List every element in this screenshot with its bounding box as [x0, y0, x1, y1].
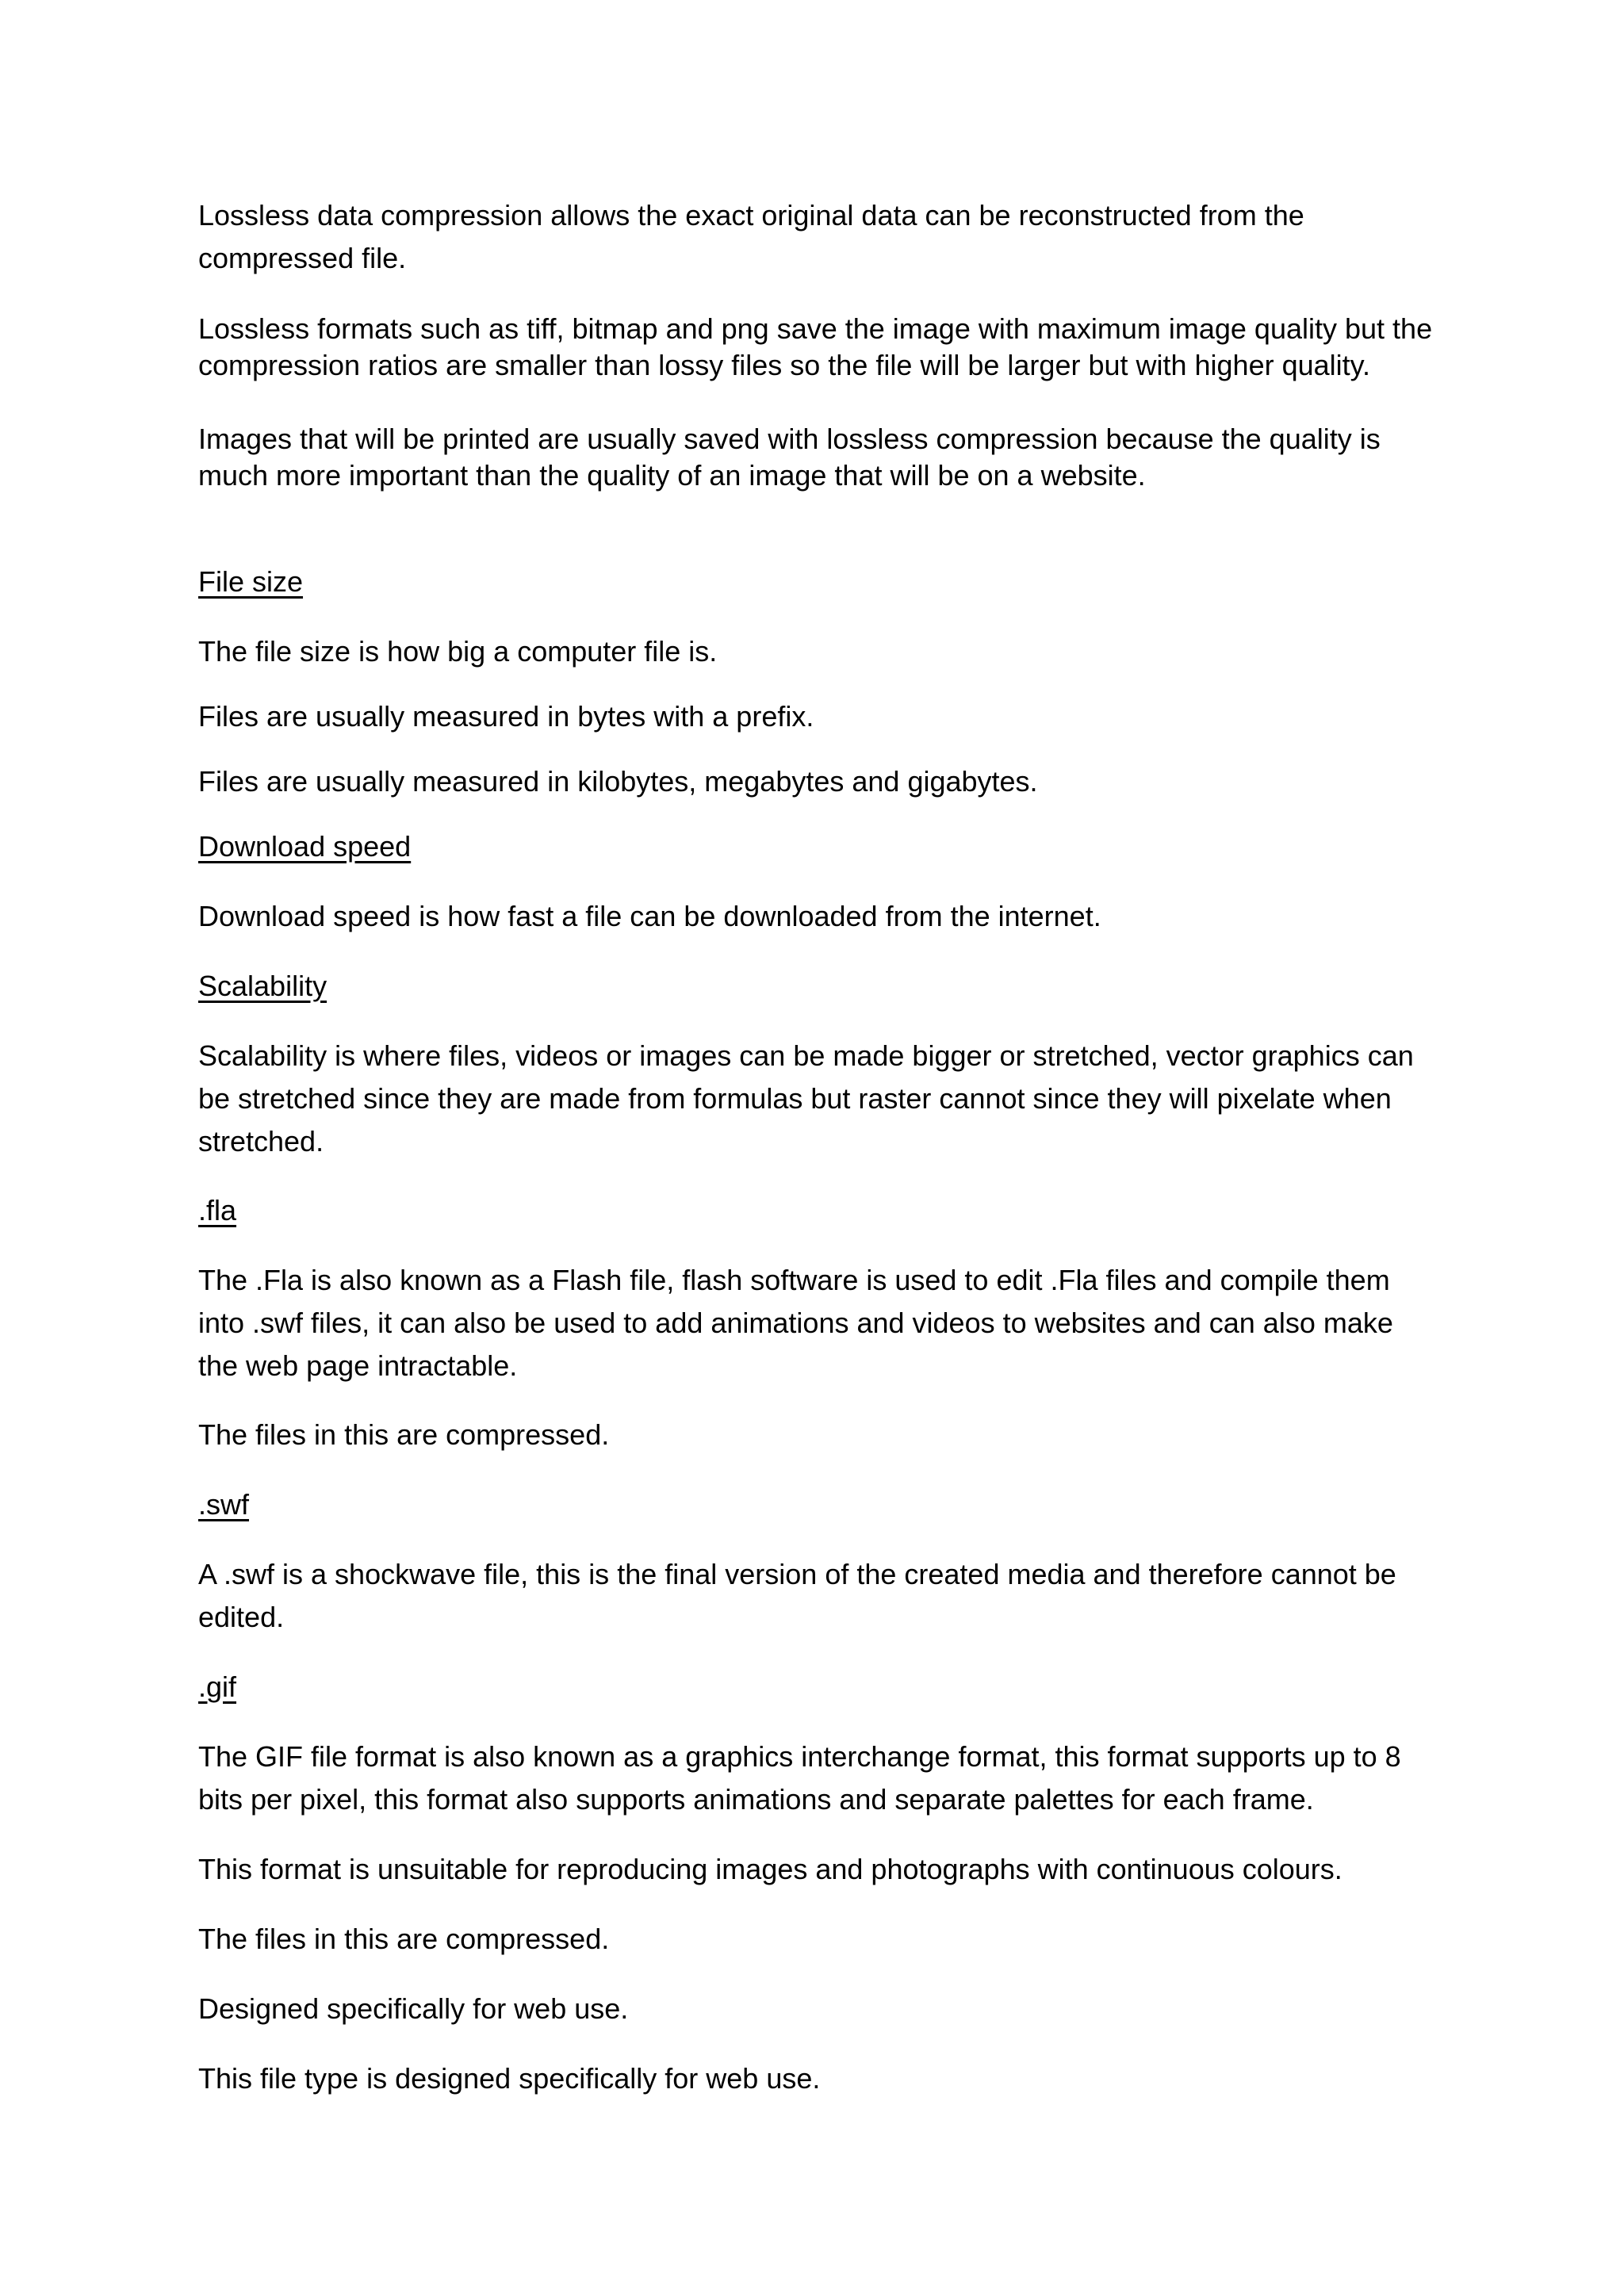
paragraph-swf-definition: A .swf is a shockwave file, this is the final version of the created media and therefore cannot be edited. — [198, 1558, 1396, 1633]
paragraph-file-size-bytes: Files are usually measured in bytes with a prefix. — [198, 700, 814, 733]
paragraph-gif-definition: The GIF file format is also known as a graphics interchange format, this format supports up to 8 bits per pixel, this format also supports animations and separate palettes for each frame. — [198, 1740, 1401, 1816]
paragraph-printed-images: Images that will be printed are usually saved with lossless compression because the quality is much more important than the quality of an image that will be on a website. — [198, 423, 1381, 492]
paragraph-gif-web-use: Designed specifically for web use. — [198, 1992, 629, 2025]
paragraph-lossless-definition: Lossless data compression allows the exact original data can be reconstructed from the compressed file. — [198, 199, 1304, 274]
paragraph-fla-compressed: The files in this are compressed. — [198, 1418, 610, 1451]
paragraph-scalability: Scalability is where files, videos or images can be made bigger or stretched, vector graphics can be stretched since they are made from formulas but raster cannot since they will pixelate when stretched. — [198, 1039, 1414, 1158]
paragraph-lossless-formats: Lossless formats such as tiff, bitmap and png save the image with maximum image quality but the compression ratios are smaller than lossy files so the file will be larger but with higher quality. — [198, 312, 1433, 381]
heading-scalability: Scalability — [198, 970, 327, 1002]
paragraph-gif-file-type-web: This file type is designed specifically for web use. — [198, 2062, 821, 2095]
paragraph-download-speed: Download speed is how fast a file can be downloaded from the internet. — [198, 900, 1101, 932]
heading-fla: .fla — [198, 1194, 237, 1226]
paragraph-fla-definition: The .Fla is also known as a Flash file, flash software is used to edit .Fla files and compile them into .swf files, it can also be used to add animations and videos to websites and can also make the web page intractable. — [198, 1264, 1393, 1382]
heading-gif: .gif — [198, 1670, 237, 1703]
heading-swf: .swf — [198, 1488, 250, 1521]
paragraph-gif-unsuitable: This format is unsuitable for reproducing images and photographs with continuous colours. — [198, 1853, 1342, 1885]
paragraph-file-size-definition: The file size is how big a computer file is. — [198, 635, 718, 668]
paragraph-gif-compressed: The files in this are compressed. — [198, 1923, 610, 1955]
heading-download-speed: Download speed — [198, 830, 412, 863]
heading-file-size: File size — [198, 565, 304, 598]
paragraph-file-size-units: Files are usually measured in kilobytes, megabytes and gigabytes. — [198, 765, 1038, 798]
